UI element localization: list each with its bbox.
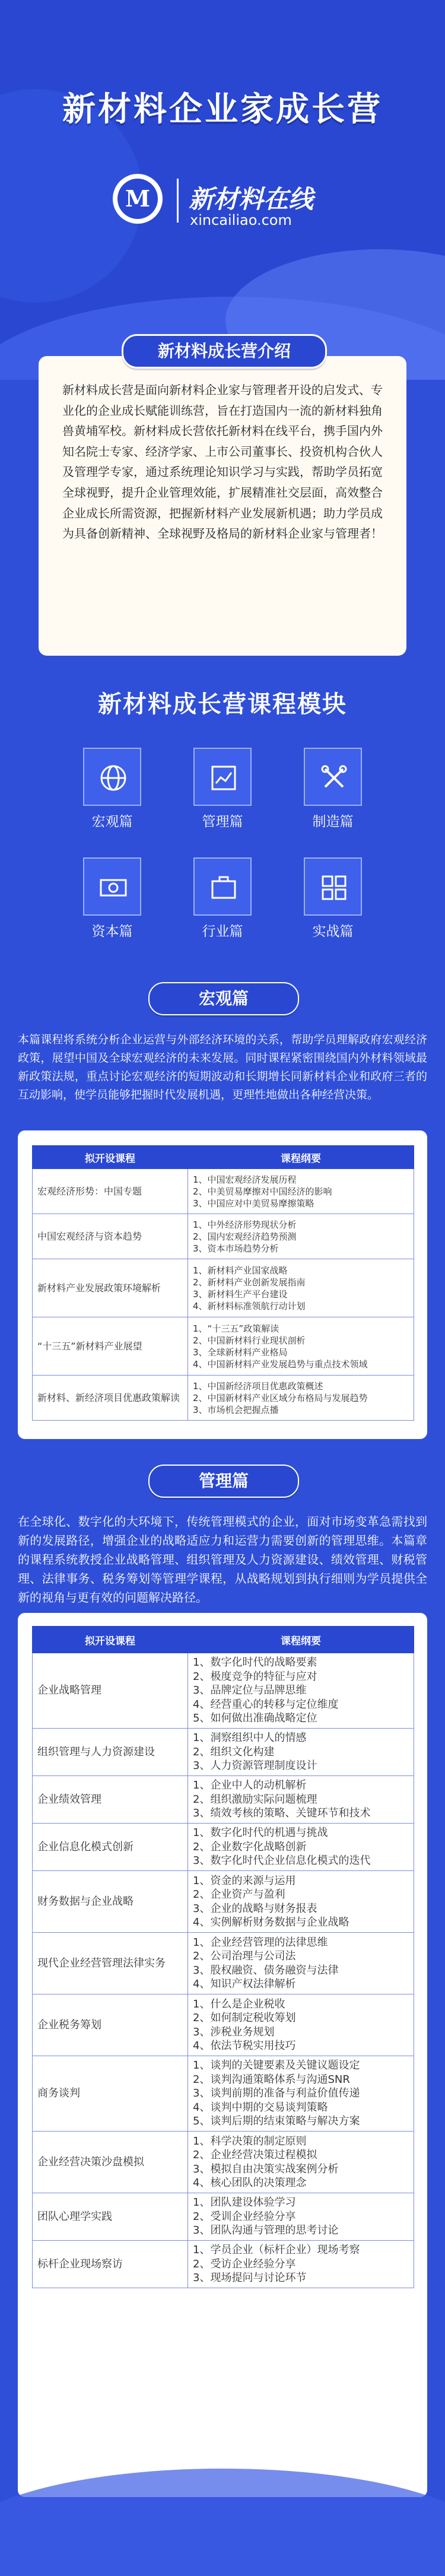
course-outline (188, 1994, 414, 2056)
macro-table-card (18, 1130, 427, 1439)
course-topic: 新材料产业发展政策环境解析 (33, 1259, 188, 1317)
table-header-row (33, 1627, 414, 1653)
module-label: 资本篇 (91, 924, 133, 939)
course-outline (188, 2056, 414, 2132)
module-label: 管理篇 (202, 814, 243, 830)
outline-item: 2、如何制定税收筹划 (193, 2012, 296, 2024)
outline-item: 2、谈判沟通策略体系与沟通SNR (193, 2073, 350, 2086)
table-row (33, 1871, 414, 1933)
course-topic: 标杆企业现场察访 (33, 2241, 188, 2288)
module-management[interactable] (178, 748, 267, 837)
outline-item: 3、现场提问与讨论环节 (193, 2272, 307, 2285)
outline-item: 3、新材料生产平台建设 (193, 1288, 288, 1300)
course-topic: 企业信息化模式创新 (33, 1824, 188, 1871)
brand-logo[interactable] (113, 169, 332, 234)
table-row (33, 1169, 414, 1214)
course-topic: 企业税务筹划 (33, 1994, 188, 2056)
course-outline (188, 1653, 414, 1729)
outline-item: 3、数字化时代企业信息化模式的迭代 (193, 1854, 371, 1867)
table-row (33, 2056, 414, 2132)
outline-item: 2、中美贸易摩擦对中国经济的影响 (193, 1186, 332, 1197)
outline-item: 2、企业资产与盈利 (193, 1888, 285, 1901)
outline-item: 3、涉税业务规划 (193, 2025, 275, 2038)
outline-item: 1、企业中人的动机解析 (193, 1779, 307, 1792)
table-header-row (33, 1146, 414, 1169)
table-row (33, 1776, 414, 1824)
outline-item: 4、实例解析财务数据与企业战略 (193, 1916, 349, 1929)
outline-item: 4、核心团队的决策理念 (193, 2177, 307, 2189)
grid-icon (304, 857, 362, 916)
hero-banner (0, 0, 445, 380)
module-label: 行业篇 (202, 924, 243, 939)
table-row (33, 1933, 414, 1994)
briefcase-icon (193, 857, 252, 916)
course-outline (188, 1933, 414, 1994)
module-label: 实战篇 (312, 924, 354, 939)
outline-item: 2、受访企业经验分享 (193, 2257, 296, 2270)
module-macro[interactable] (68, 748, 157, 837)
course-topic: 商务谈判 (33, 2056, 188, 2132)
course-outline (188, 2193, 414, 2241)
money-icon (83, 857, 141, 916)
course-outline (188, 1871, 414, 1933)
decor-bottom-wave (0, 2469, 445, 2576)
course-topic: 宏观经济形势：中国专题 (33, 1169, 188, 1214)
wrench-icon (304, 748, 362, 806)
outline-item: 1、谈判的关键要素及关键议题设定 (193, 2059, 360, 2072)
macro-intro: 本篇课程将系统分析企业运营与外部经济环境的关系，帮助学员理解政府宏观经济政策，展望中国及全球宏观经济的未来发展。同时课程紧密围绕国内外材料领域最新政策法规，重点讨论宏观经济的短期波动和长期增长同新材料企业和政府三者的互动影响，使学员能够把握时代发展机遇，更理性地做出各种经营决策。 (18, 1033, 427, 1101)
table-row (33, 1376, 414, 1421)
outline-item: 1、新材料产业国家战略 (193, 1265, 288, 1276)
course-outline (188, 1317, 414, 1376)
module-practice[interactable] (288, 857, 377, 946)
intro-title: 新材料成长营介绍 (122, 334, 327, 369)
management-course-table (32, 1626, 414, 2288)
table-row (33, 1214, 414, 1259)
outline-item: 4、中国新材料产业发展趋势与重点技术领域 (193, 1358, 368, 1370)
macro-course-table (32, 1145, 414, 1421)
course-outline (188, 1169, 414, 1214)
outline-item: 2、中国新材料行业现状剖析 (193, 1335, 306, 1346)
table-row (33, 1994, 414, 2056)
module-label: 宏观篇 (91, 814, 133, 830)
management-intro: 在全球化、数字化的大环境下，传统管理模式的企业，面对市场变革急需找到新的发展路径，增强企业的战略适应力和运营力需要创新的管理思维。本篇章的课程系统教授企业战略管理、组织管理及人力资源建设、绩效管理、财税管理、法律事务、税务筹划等管理学课程，从战略规划到执行细则为学员提供全新的视角与更有效的问题解决路径。 (18, 1514, 427, 1605)
outline-item: 4、新材料标准领航行动计划 (193, 1300, 306, 1311)
logo-badge-icon (113, 174, 163, 224)
outline-item: 3、市场机会把握点播 (193, 1404, 279, 1415)
outline-item: 1、洞察组织中人的情感 (193, 1732, 307, 1745)
outline-item: 4、知识产权法律解析 (193, 1978, 296, 1990)
outline-item: 5、谈判后期的结束策略与解决方案 (193, 2115, 360, 2128)
outline-item: 3、绩效考核的策略、关键环节和技术 (193, 1807, 371, 1820)
outline-item: 1、团队建设体验学习 (193, 2196, 296, 2209)
module-capital[interactable] (68, 857, 157, 946)
intro-text: 新材料成长营是面向新材料企业家与管理者开设的启发式、专业化的企业成长赋能训练营，旨在打造国内一流的新材料独角兽黄埔军校。新材料成长营依托新材料在线平台，携手国内外知名院士专家、经济学家、上市公司董事长、投资机构合伙人及管理学专家，通过系统理论知识学习与实践，帮助学员拓宽全球视野，提升企业管理效能，扩展精准社交层面，高效整合企业成长所需资源，把握新材料产业发展新机遇；助力学员成为具备创新精神、全球视野及格局的新材料企业家与管理者！ (62, 383, 383, 541)
outline-item: 3、股权融资、债务融资与法律 (193, 1964, 339, 1977)
course-outline (188, 1259, 414, 1317)
column-header: 课程纲要 (188, 1627, 414, 1653)
management-title: 管理篇 (148, 1465, 299, 1498)
table-row (33, 2132, 414, 2193)
course-topic: 团队心理学实践 (33, 2193, 188, 2241)
course-outline (188, 1729, 414, 1776)
outline-item: 1、学员企业（标杆企业）现场考察 (193, 2244, 360, 2257)
outline-item: 2、国内宏观经济趋势预测 (193, 1231, 297, 1242)
outline-item: 1、中国宏观经济发展历程 (193, 1174, 297, 1185)
outline-item: 2、极度竞争的特征与应对 (193, 1670, 317, 1683)
outline-item: 3、企业的战略与财务报表 (193, 1902, 317, 1915)
outline-item: 3、中国应对中美贸易摩擦策略 (193, 1198, 314, 1209)
outline-item: 1、资金的来源与运用 (193, 1874, 296, 1887)
outline-item: 1、数字化时代的机遇与挑战 (193, 1827, 328, 1840)
outline-item: 1、中外经济形势现状分析 (193, 1219, 297, 1230)
outline-item: 4、依法节税实用技巧 (193, 2040, 296, 2052)
course-outline (188, 2241, 414, 2288)
course-outline (188, 2132, 414, 2193)
table-row (33, 2193, 414, 2241)
column-header: 拟开设课程 (33, 1627, 188, 1653)
outline-item: 4、谈判中期的交易谈判策略 (193, 2101, 328, 2114)
course-topic: 财务数据与企业战略 (33, 1871, 188, 1933)
outline-item: 2、企业数字化战略创新 (193, 1840, 307, 1853)
table-row (33, 1824, 414, 1871)
course-topic: 企业经营决策沙盘模拟 (33, 2132, 188, 2193)
course-outline (188, 1376, 414, 1421)
outline-item: 5、如何做出准确战略定位 (193, 1712, 317, 1725)
outline-item: 1、中国新经济项目优惠政策概述 (193, 1380, 323, 1392)
brand-name: 新材料在线 (189, 185, 314, 214)
table-row (33, 1729, 414, 1776)
chart-icon (193, 748, 252, 806)
column-header: 课程纲要 (188, 1146, 414, 1169)
outline-item: 2、受训企业经验分享 (193, 2210, 296, 2223)
outline-item: 3、谈判前期的准备与利益价值传递 (193, 2087, 360, 2100)
outline-item: 3、模拟自由决策实战案例分析 (193, 2162, 339, 2175)
course-topic: “十三五”新材料产业展望 (33, 1317, 188, 1376)
globe-icon (83, 748, 141, 806)
module-label: 制造篇 (312, 814, 354, 830)
table-row (33, 2241, 414, 2288)
course-topic: 现代企业经营管理法律实务 (33, 1933, 188, 1994)
outline-item: 2、组织激励实际问题梳理 (193, 1793, 317, 1806)
course-outline (188, 1214, 414, 1259)
course-topic: 组织管理与人力资源建设 (33, 1729, 188, 1776)
brand-domain: xincailiao.com (190, 212, 292, 228)
page-title: 新材料企业家成长营 (62, 90, 383, 129)
outline-item: 3、品牌定位与品牌思维 (193, 1684, 307, 1697)
table-row (33, 1653, 414, 1729)
outline-item: 3、资本市场趋势分析 (193, 1243, 279, 1254)
outline-item: 3、人力资源管理制度设计 (193, 1759, 317, 1773)
outline-item: 3、团队沟通与管理的思考讨论 (193, 2224, 339, 2237)
column-header: 拟开设课程 (33, 1146, 188, 1169)
course-topic: 企业战略管理 (33, 1653, 188, 1729)
outline-item: 2、新材料产业创新发展指南 (193, 1276, 306, 1288)
outline-item: 4、经营重心的转移与定位维度 (193, 1698, 339, 1711)
outline-item: 1、数字化时代的战略要素 (193, 1656, 317, 1669)
modules-heading: 新材料成长营课程模块 (98, 691, 347, 718)
macro-title: 宏观篇 (148, 982, 299, 1015)
outline-item: 1、“十三五”政策解读 (193, 1323, 279, 1334)
course-outline (188, 1776, 414, 1824)
outline-item: 2、企业经营决策过程模拟 (193, 2149, 317, 2161)
module-industry[interactable] (178, 857, 267, 946)
outline-item: 2、组织文化构建 (193, 1745, 275, 1758)
outline-item: 3、全球新材料产业格局 (193, 1346, 288, 1358)
course-topic: 中国宏观经济与资本趋势 (33, 1214, 188, 1259)
logo-divider (177, 179, 179, 223)
course-topic: 企业绩效管理 (33, 1776, 188, 1824)
table-row (33, 1317, 414, 1376)
outline-item: 1、企业经营管理的法律思维 (193, 1936, 328, 1949)
management-table-card (18, 1613, 427, 2497)
course-topic: 新材料、新经济项目优惠政策解读 (33, 1376, 188, 1421)
course-outline (188, 1824, 414, 1871)
outline-item: 2、中国新材料产业区域分布格局与发展趋势 (193, 1392, 368, 1403)
module-manufacturing[interactable] (288, 748, 377, 837)
table-row (33, 1259, 414, 1317)
outline-item: 1、什么是企业税收 (193, 1997, 285, 2010)
outline-item: 1、科学决策的制定原则 (193, 2135, 307, 2148)
logo-mark: M (117, 179, 158, 219)
outline-item: 2、公司治理与公司法 (193, 1950, 296, 1962)
